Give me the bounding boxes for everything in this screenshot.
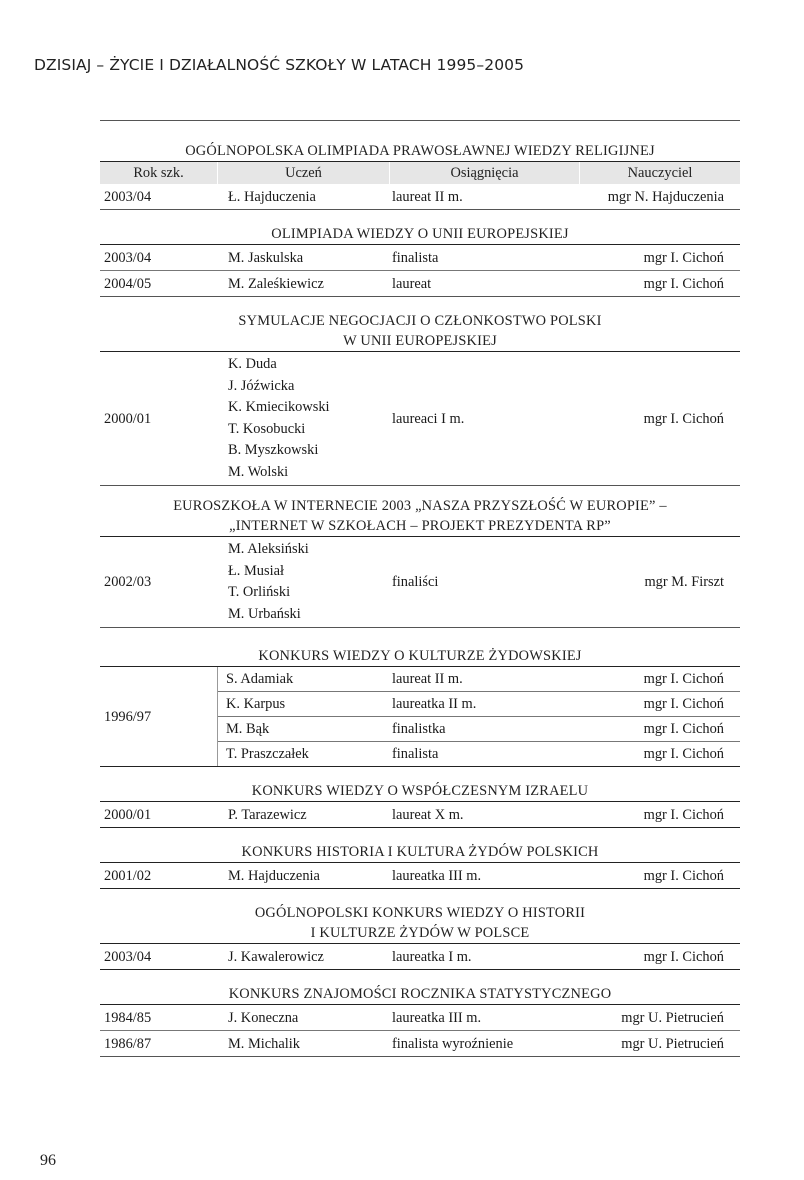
achievement-cell: finaliści <box>392 574 439 590</box>
section-bottom-rule <box>100 969 740 970</box>
achievement-cell: laureat X m. <box>392 806 464 823</box>
teacher-cell: mgr M. Firszt <box>644 574 724 590</box>
table-row-group <box>100 352 740 485</box>
section-bottom-rule <box>100 766 740 767</box>
table-row <box>218 691 740 716</box>
table-row <box>218 716 740 741</box>
achievement-cell: laureatka III m. <box>392 1009 482 1026</box>
student-cell: S. Adamiak <box>226 671 294 687</box>
table-row <box>100 802 740 827</box>
teacher-cell: mgr I. Cichoń <box>643 275 724 292</box>
student-cell: M. Bąk <box>226 721 270 737</box>
table-row <box>100 245 740 270</box>
section-title-line-2: W UNII EUROPEJSKIEJ <box>343 333 497 349</box>
student-cell: J. Koneczna <box>228 1009 299 1026</box>
table-row <box>218 667 740 691</box>
student-name: T. Orliński <box>228 584 291 600</box>
achievement-cell: laureat II m. <box>392 671 463 687</box>
section-statistical-yearbook-contest <box>100 984 740 1057</box>
subrow-list <box>218 667 740 766</box>
section-title: KONKURS ZNAJOMOŚCI ROCZNIKA STATYSTYCZNEGO <box>228 986 612 1002</box>
year-cell: 2004/05 <box>104 275 152 292</box>
year-cell: 2003/04 <box>104 188 152 205</box>
table-row <box>100 270 740 296</box>
section-bottom-rule <box>100 627 740 628</box>
section-title: KONKURS WIEDZY O KULTURZE ŻYDOWSKIEJ <box>258 648 582 664</box>
student-name: B. Myszkowski <box>228 442 319 458</box>
table-row <box>218 741 740 766</box>
section-title: KONKURS HISTORIA I KULTURA ŻYDÓW POLSKICH <box>241 844 599 860</box>
page-number: 96 <box>40 1152 56 1169</box>
table-row <box>100 944 740 969</box>
student-name: M. Urbański <box>228 605 301 622</box>
achievement-cell: finalistka <box>392 721 446 737</box>
section-jewish-culture-contest <box>100 646 740 767</box>
year-cell: 1996/97 <box>100 667 218 766</box>
student-list <box>218 354 390 483</box>
section-title-line-1: EUROSZKOŁA W INTERNECIE 2003 „NASZA PRZYSZŁOŚĆ W EUROPIE” – <box>173 498 667 514</box>
student-cell: M. Jaskulska <box>228 249 304 266</box>
teacher-cell: mgr I. Cichoń <box>643 696 724 712</box>
teacher-cell: mgr I. Cichoń <box>643 746 724 762</box>
table-row-group <box>100 667 740 766</box>
student-name: J. Jóźwicka <box>228 377 295 394</box>
achievement-cell: finalista <box>392 746 439 762</box>
student-cell: M. Hajduczenia <box>228 867 320 884</box>
achievement-cell: laureatka II m. <box>392 696 477 712</box>
section-title-line-2: „INTERNET W SZKOŁACH – PROJEKT PREZYDENTA RP” <box>229 518 611 534</box>
teacher-cell: mgr U. Pietrucień <box>621 1009 724 1026</box>
header-year: Rok szk. <box>100 162 218 184</box>
section-bottom-rule <box>100 827 740 828</box>
achievement-cell: laureaci I m. <box>392 410 465 427</box>
section-eu-olympiad <box>100 224 740 297</box>
header-teacher: Nauczyciel <box>627 165 693 181</box>
section-orthodox-olympiad <box>100 120 740 210</box>
section-israel-contest <box>100 781 740 828</box>
header-achievement: Osiągnięcia <box>390 162 580 184</box>
teacher-cell: mgr I. Cichoń <box>643 249 724 266</box>
section-bottom-rule <box>100 296 740 297</box>
student-cell: J. Kawalerowicz <box>228 948 324 965</box>
achievement-cell: finalista <box>392 249 439 266</box>
teacher-cell: mgr I. Cichoń <box>643 410 724 427</box>
section-bottom-rule <box>100 209 740 210</box>
section-title: KONKURS WIEDZY O WSPÓŁCZESNYM IZRAELU <box>251 783 589 799</box>
section-title: OGÓLNOPOLSKA OLIMPIADA PRAWOSŁAWNEJ WIEDZY RELIGIJNEJ <box>185 143 655 159</box>
achievement-cell: laureat II m. <box>392 188 463 205</box>
year-cell: 2003/04 <box>104 948 152 965</box>
teacher-cell: mgr N. Hajduczenia <box>607 188 724 205</box>
student-name: Ł. Musiał <box>228 562 284 579</box>
year-cell: 2002/03 <box>104 574 152 590</box>
student-cell: M. Zaleśkiewicz <box>228 275 324 292</box>
student-name: K. Duda <box>228 356 277 372</box>
year-cell: 1984/85 <box>104 1009 152 1026</box>
section-bottom-rule <box>100 1056 740 1057</box>
year-cell: 2000/01 <box>104 410 152 427</box>
student-cell: T. Praszczałek <box>226 746 309 762</box>
section-title-line-2: I KULTURZE ŻYDÓW W POLSCE <box>310 925 530 941</box>
section-euroschool <box>100 496 740 628</box>
student-name: M. Aleksiński <box>228 541 309 557</box>
teacher-cell: mgr I. Cichoń <box>643 671 724 687</box>
table-row-group <box>100 537 740 627</box>
section-negotiation-simulation <box>100 311 740 486</box>
student-name: M. Wolski <box>228 463 289 480</box>
teacher-cell: mgr I. Cichoń <box>643 867 724 884</box>
table-row <box>100 1030 740 1056</box>
teacher-cell: mgr I. Cichoń <box>643 721 724 737</box>
achievement-cell: laureatka I m. <box>392 948 472 965</box>
student-name: K. Kmiecikowski <box>228 399 330 415</box>
year-cell: 2001/02 <box>104 867 152 884</box>
table-row <box>100 184 740 209</box>
section-polish-jews-history <box>100 842 740 889</box>
student-cell: P. Tarazewicz <box>228 806 307 823</box>
section-title-line-1: OGÓLNOPOLSKI KONKURS WIEDZY O HISTORII <box>254 905 586 921</box>
section-title-line-1: SYMULACJE NEGOCJACJI O CZŁONKOSTWO POLSKI <box>238 313 602 329</box>
year-cell: 1986/87 <box>104 1035 152 1052</box>
student-cell: Ł. Hajduczenia <box>228 188 316 205</box>
student-cell: M. Michalik <box>228 1035 300 1052</box>
teacher-cell: mgr U. Pietrucień <box>621 1035 724 1052</box>
table-row <box>100 863 740 888</box>
achievement-cell: laureatka III m. <box>392 867 482 884</box>
header-student: Uczeń <box>218 162 390 184</box>
awards-table <box>100 120 740 1057</box>
student-cell: K. Karpus <box>226 696 286 712</box>
teacher-cell: mgr I. Cichoń <box>643 806 724 823</box>
section-bottom-rule <box>100 888 740 889</box>
running-head: DZISIAJ – ŻYCIE I DZIAŁALNOŚĆ SZKOŁY W LATACH 1995–2005 <box>34 56 525 74</box>
achievement-cell: finalista wyroźnienie <box>392 1035 514 1052</box>
achievement-cell: laureat <box>392 275 432 292</box>
section-title: OLIMPIADA WIEDZY O UNII EUROPEJSKIEJ <box>271 226 569 242</box>
teacher-cell: mgr I. Cichoń <box>643 948 724 965</box>
table-header <box>100 162 740 184</box>
table-row <box>100 1005 740 1030</box>
section-bottom-rule <box>100 485 740 486</box>
student-list <box>218 539 390 625</box>
year-cell: 2003/04 <box>104 249 152 266</box>
student-name: T. Kosobucki <box>228 420 306 437</box>
year-cell: 2000/01 <box>104 806 152 823</box>
section-national-jewish-history-contest <box>100 903 740 970</box>
